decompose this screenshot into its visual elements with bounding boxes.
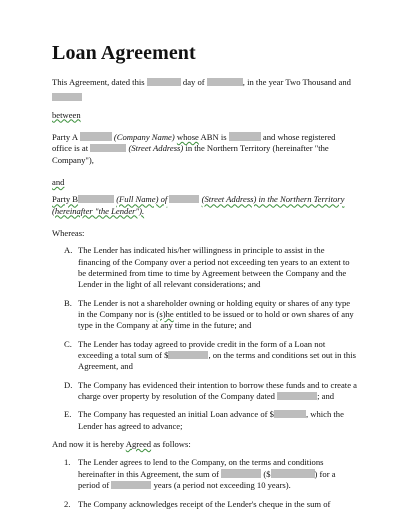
party-b-paragraph: Party B (Full Name) of (Street Address) in the Northern Territory (hereinafter "the Lender").	[52, 194, 345, 216]
loan-sum-words-blank[interactable]	[221, 469, 261, 478]
lender-name-blank[interactable]	[78, 195, 114, 204]
date-month-blank[interactable]	[207, 78, 243, 87]
resolution-date-blank[interactable]	[277, 392, 317, 401]
list-item: E. The Company has requested an initial Loan advance of $ , which the Lender has agreed to advance;	[64, 409, 344, 431]
date-day-blank[interactable]	[147, 78, 181, 87]
list-item: 2. The Company acknowledges receipt of the Lender's cheque in the sum of	[64, 498, 331, 509]
list-item: C. The Lender has today agreed to provide credit in the form of a Loan not exceeding a total sum of $ , on the terms and conditions set out in this Agreement, and	[64, 338, 356, 372]
intro-paragraph: This Agreement, dated this day of , in the year Two Thousand and between	[52, 77, 351, 120]
abn-blank[interactable]	[229, 132, 261, 141]
whereas-heading: Whereas:	[52, 227, 85, 238]
list-item: 1. The Lender agrees to lend to the Company, on the terms and conditions hereinafter in this Agreement, the sum of ($ ) for a period of years (a period not exceeding 10 years).	[64, 457, 336, 491]
company-name-blank[interactable]	[80, 132, 112, 141]
company-address-blank[interactable]	[90, 144, 126, 153]
initial-advance-blank[interactable]	[274, 410, 306, 419]
lender-address-blank[interactable]	[169, 195, 199, 204]
loan-sum-figure-blank[interactable]	[271, 469, 315, 478]
loan-period-blank[interactable]	[111, 481, 151, 490]
party-a-paragraph: Party A (Company Name) whose ABN is and whose registered office is at (Street Address) in the Northern Territory (hereinafter "the Company"),	[52, 131, 336, 165]
list-item: A. The Lender has indicated his/her willingness in principle to assist in the financing of the Company over a period not exceeding ten years to an extent to be determined from time to time by Agreement between the Company and the Lender in the light of all relevant considerations; and	[64, 245, 350, 290]
list-item: B. The Lender is not a shareholder owning or holding equity or shares of any type in the Company nor is (s)he entitled to be issued or to hold or own shares of any type in the Company at any time in the future; and	[64, 297, 354, 331]
recitals-list	[52, 245, 415, 432]
list-item: D. The Company has evidenced their intention to borrow these funds and to create a charge over property by resolution of the Company dated ; and	[64, 379, 357, 402]
document-title: Loan Agreement	[52, 42, 196, 64]
loan-total-blank[interactable]	[168, 351, 208, 360]
year-blank[interactable]	[52, 93, 82, 102]
agreed-line: And now it is hereby Agreed as follows:	[52, 439, 191, 450]
between-word: between	[52, 109, 81, 120]
clauses-list	[52, 457, 415, 509]
and-line: and	[52, 176, 65, 187]
